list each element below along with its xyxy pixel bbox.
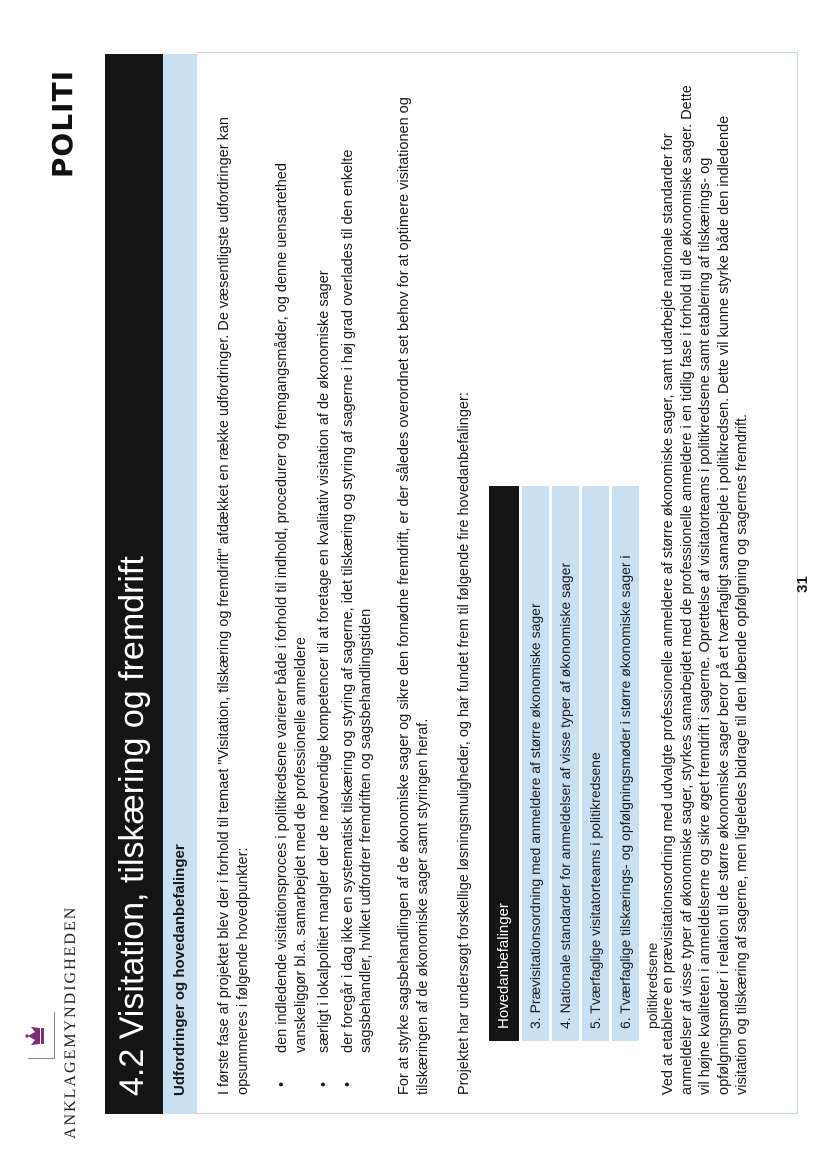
challenge-item: • den indledende visitationsproces i politikredsene varierer både i forhold til indhold, procedurer og fremgangsmåder, og denne uensartethed vanskeliggør bl.a. samarbejdet med de professionelle anmeldere (273, 83, 310, 1095)
section-subtitle-bar (163, 54, 197, 1114)
section-title-bar (105, 54, 163, 1114)
recommendations-box (489, 486, 660, 1041)
need-paragraph: For at styrke sagsbehandlingen af de økonomiske sager og sikre den fornødne fremdrift, er der således overordnet set behov for at optimere visitationen og tilskæringen af de økonomiske sager samt styringen heraf. (396, 97, 431, 1095)
closing-paragraph: Ved at etablere en prævisitationsordning med udvalgte professionelle anmeldere af større økonomiske sager, samt udarbejde nationale standarder for anmeldelser af visse typer af økonomiske sager, styrkes samarbejdet med de professionelle anmeldere i en tidlig fase i forhold til de økonomiske sager. Dette vil højne kvaliteten i anmeldelserne og sikre øget fremdrift i sagerne. Oprettelse af visitatorteams i politikredsene samt etablering af tilskærings- og opfølgningsmøder i relation til de større økonomiske sager beror på et tværfagligt samarbejde i politikredsen. Dette vil kunne styrke både den indledende visitation og tilskæring af sagerne, men ligeledes bidrage til den løbende opfølgning og sagernes fremdrift. (660, 85, 750, 1095)
challenge-list (273, 83, 381, 1095)
section-body (197, 52, 798, 1114)
anklagemyndigheden-logo (24, 809, 94, 1139)
crown-icon (24, 1025, 46, 1047)
recommendation-item: 3. Prævisitationsordning med anmeldere af større økonomiske sager (522, 486, 549, 1041)
intro-paragraph: I første fase af projektet blev der i forhold til temaet "Visitation, tilskæring og fremdrift" afdækket en række udfordringer. De væsentligste udfordringer kan opsummeres i følgende hovedpunkter: (216, 117, 251, 1095)
section-title: 4.2 Visitation, tilskæring og fremdrift (113, 556, 151, 1096)
recommendation-item: 4. Nationale standarder for anmeldelser af visse typer af økonomiske sager (552, 486, 579, 1041)
recommendation-item: 6. Tværfaglige tilskærings- og opfølgningsmøder i større økonomiske sager i politikredsene (612, 486, 639, 1041)
challenge-item: • der foregår i dag ikke en systematisk tilskæring og styring af sagerne, idet tilskæring og styring af sagerne i høj grad overlades til den enkelte sagsbehandler, hvilket udfordrer fremdriften og sagsbehandlingstiden (339, 83, 376, 1095)
recommendation-item: 5. Tværfaglige visitatorteams i politikredsene (582, 486, 609, 1041)
section-subtitle: Udfordringer og hovedanbefalinger (171, 844, 188, 1096)
politi-logo: POLITI (46, 70, 79, 179)
brand-left-text: ANKLAGEMYNDIGHEDEN (62, 905, 79, 1139)
challenge-item: • særligt i lokalpolitiet mangler der de nødvendige kompetencer til at foretage en kvalitativ visitation af de økonomiske sager (315, 83, 334, 1095)
recommendations-heading: Hovedanbefalinger (489, 486, 519, 1041)
solutions-paragraph: Projektet har undersøgt forskellige løsningsmuligheder, og har fundet frem til følgende fire hovedanbefalinger: (456, 392, 472, 1095)
page-number: 31 (794, 576, 811, 593)
